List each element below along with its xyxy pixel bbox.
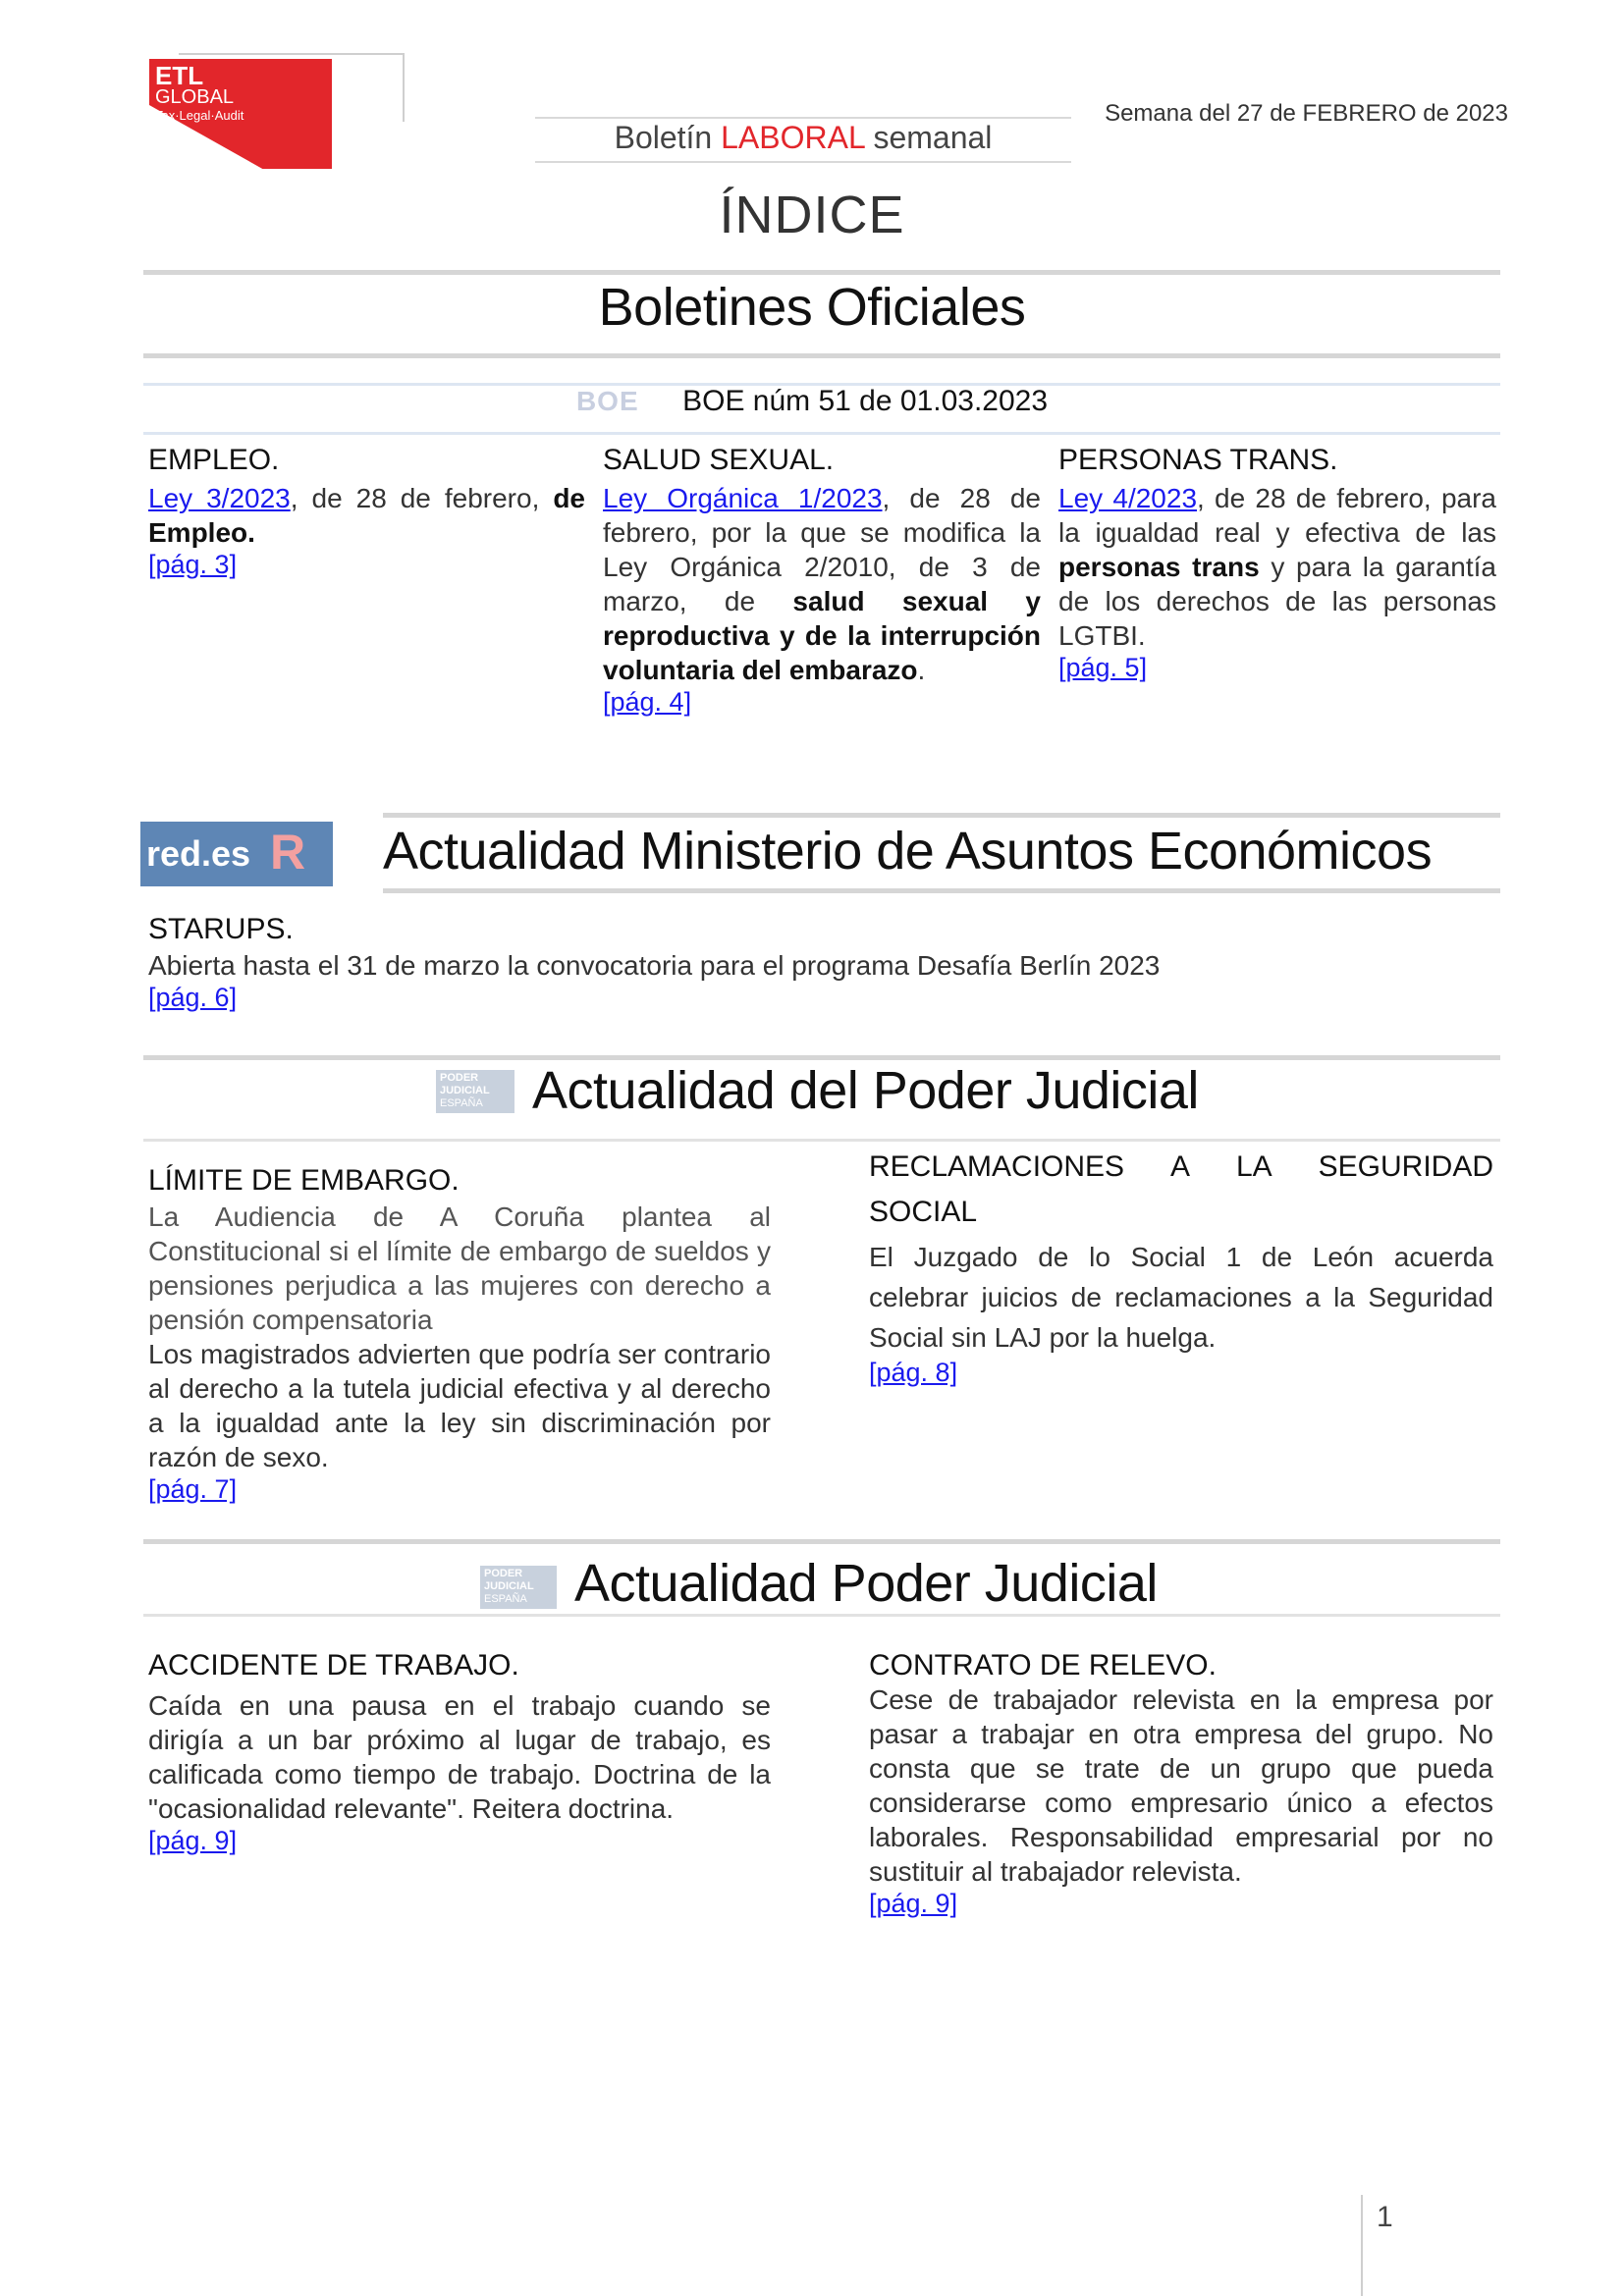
- boe-logo: BOE: [575, 386, 639, 416]
- judicial2-title: Actualidad Poder Judicial: [574, 1554, 1158, 1613]
- link-ley-3-2023[interactable]: Ley 3/2023: [148, 483, 291, 513]
- category-trans: PERSONAS TRANS.: [1058, 444, 1338, 476]
- link-ley-organica-1-2023[interactable]: Ley Orgánica 1/2023: [603, 483, 883, 513]
- boe-item-salud: [603, 444, 1041, 718]
- judicial1-title: Actualidad del Poder Judicial: [532, 1061, 1199, 1120]
- boe-item-trans: [1058, 444, 1496, 683]
- page-link-5[interactable]: [pág. 5]: [1058, 653, 1148, 682]
- text-relevo: Cese de trabajador relevista en la empresa por pasar a trabajar en otra empresa del grupo. No consta que se trate de un grupo que pueda considerarse como empresario único a efectos laborales. Responsabilidad empresarial por no sustituir al trabajador relevista.: [869, 1684, 1493, 1887]
- boe-row: [0, 385, 1624, 434]
- logo-global-text: GLOBAL: [155, 86, 235, 108]
- embargo-item: [148, 1164, 771, 1505]
- text-embargo-1: La Audiencia de A Coruña plantea al Constitucional si el límite de embargo de sueldos y pensiones perjudica a las mujeres con derecho a pensión compensatoria: [148, 1201, 771, 1335]
- text-accidente: Caída en una pausa en el trabajo cuando se dirigía a un bar próximo al lugar de trabajo, es calificada como tiempo de trabajo. Doctrina de la "ocasionalidad relevante". Reitera doctrina.: [148, 1690, 771, 1824]
- text-starups: Abierta hasta el 31 de marzo la convocatoria para el programa Desafía Berlín 2023: [148, 950, 1161, 981]
- category-empleo: EMPLEO.: [148, 444, 280, 476]
- page-number: 1: [1377, 2201, 1393, 2233]
- text-reclamaciones: El Juzgado de lo Social 1 de León acuerda celebrar juicios de reclamaciones a la Seguridad Social sin LAJ por la huelga.: [869, 1242, 1493, 1353]
- category-salud: SALUD SEXUAL.: [603, 444, 835, 476]
- etl-logo: [149, 53, 405, 169]
- red-es-logo: red.es R: [140, 822, 333, 886]
- poder-judicial-logo-2: PODER JUDICIAL ESPAÑA: [480, 1566, 557, 1609]
- logo-etl-text: ETL: [155, 61, 204, 90]
- reclamaciones-item: [869, 1145, 1493, 1388]
- footer-divider: [1361, 2195, 1363, 2296]
- starups-item: [148, 913, 1503, 1013]
- page-link-9b[interactable]: [pág. 9]: [869, 1889, 958, 1918]
- text-salud: Ley Orgánica 1/2023, de 28 de febrero, por la que se modifica la Ley Orgánica 2/2010, de 3 de marzo, de salud sexual y reproductiva y de la interrupción voluntaria del embarazo.: [603, 483, 1041, 685]
- page-link-4[interactable]: [pág. 4]: [603, 687, 692, 717]
- category-reclamaciones: RECLAMACIONES A LA SEGURIDAD SOCIAL: [869, 1150, 1493, 1228]
- text-trans: Ley 4/2023, de 28 de febrero, para la igualdad real y efectiva de las personas trans y para la garantía de los derechos de las personas LGTBI.: [1058, 483, 1496, 651]
- index-title: ÍNDICE: [719, 186, 905, 244]
- category-accidente: ACCIDENTE DE TRABAJO.: [148, 1649, 519, 1682]
- relevo-item: [869, 1649, 1493, 1919]
- logo-tagline: Tax·Legal·Audit: [155, 108, 244, 123]
- link-ley-4-2023[interactable]: Ley 4/2023: [1058, 483, 1198, 513]
- category-starups: STARUPS.: [148, 913, 294, 945]
- text-embargo-2: Los magistrados advierten que podría ser contrario al derecho a la tutela judicial efectiva y al derecho a la igualdad ante la ley sin discriminación por razón de sexo.: [148, 1339, 771, 1472]
- week-label: Semana del 27 de FEBRERO de 2023: [1105, 100, 1508, 127]
- page-link-7[interactable]: [pág. 7]: [148, 1474, 238, 1504]
- category-embargo: LÍMITE DE EMBARGO.: [148, 1164, 460, 1197]
- poder-judicial-logo: PODER JUDICIAL ESPAÑA: [436, 1070, 514, 1113]
- page-link-8[interactable]: [pág. 8]: [869, 1358, 958, 1387]
- category-relevo: CONTRATO DE RELEVO.: [869, 1649, 1217, 1682]
- page-link-3[interactable]: [pág. 3]: [148, 550, 238, 579]
- boletines-title: Boletines Oficiales: [598, 278, 1026, 337]
- boe-item-empleo: [148, 444, 585, 580]
- page-link-6[interactable]: [pág. 6]: [148, 983, 238, 1012]
- accidente-item: [148, 1649, 771, 1856]
- boe-label: BOE núm 51 de 01.03.2023: [682, 385, 1049, 417]
- page-link-9a[interactable]: [pág. 9]: [148, 1826, 238, 1855]
- bulletin-title: Boletín LABORAL semanal: [614, 120, 993, 155]
- text-empleo: Ley 3/2023, de 28 de febrero, de Empleo.: [148, 483, 585, 548]
- ministerio-title: Actualidad Ministerio de Asuntos Económicos: [383, 822, 1433, 881]
